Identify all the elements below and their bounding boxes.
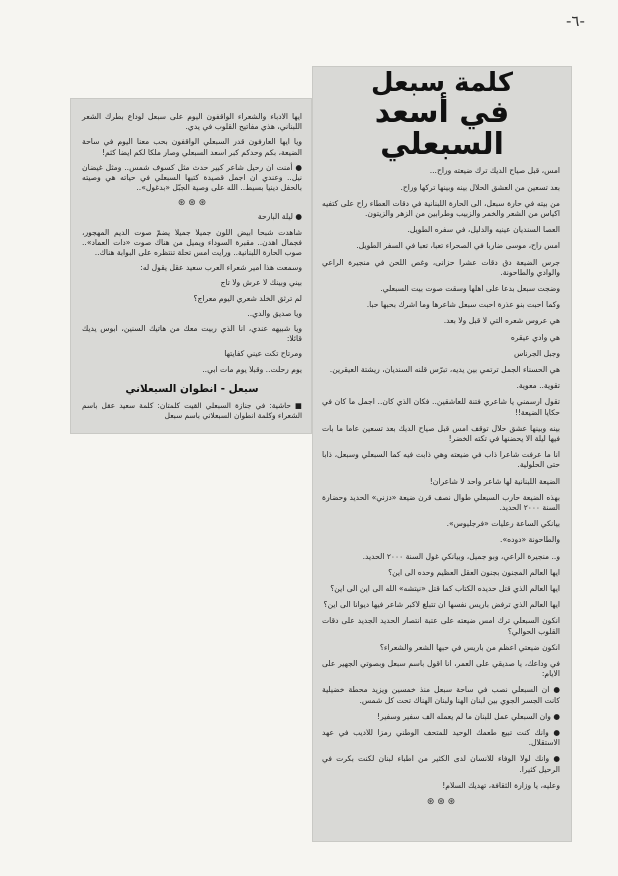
paragraph: ويا صديق والدي.. <box>247 308 302 318</box>
article-body-right <box>312 160 572 807</box>
article-side-column <box>70 98 312 434</box>
author-signature: سبعل - انطوان السبعلاني <box>125 382 259 395</box>
paragraph: وجبل الجرناس <box>513 348 560 358</box>
paragraph: ايها الادباء والشعراء الواقفون اليوم على سبعل لوداع بطرك الشعر اللبناني، هذي مفاتيح القلوب في يدي. <box>82 112 302 132</box>
paragraph: هي عروس شعره التي لا قبل ولا بعد. <box>443 316 560 326</box>
paragraph: وضجت سبعل بدعا على اهلها وسقت صوت بيت السبعلي. <box>380 283 560 293</box>
paragraph: ● وانك كنت تبيع طعمك الوحيد للمتحف الوطني رمزا للاديب في عهد الاستقلال. <box>322 728 560 748</box>
paragraph: يوم رحلت.. وقبلا يوم مات ابي.. <box>202 364 302 374</box>
page-number: -٦- <box>566 12 585 30</box>
paragraph: ● وانك لولا الوفاء للانسان لدى الكثير من اطباء لبنان لكنت بكرت في الرحيل كثيرا. <box>322 754 560 774</box>
paragraph: ويا ايها العارفون قدر السبعلي الواقفون بحب معنا اليوم في ساحة الضيعة، بكم وحدكم كبر اسعد السبعلي وصار ملكا لكم ايضا كثم! <box>82 137 302 157</box>
paragraph: وكما احبت بنو عذرة احبت سبعل شاعرها وما اشرك بحبها حبا. <box>366 300 560 310</box>
paragraph: ومرتاح تكت عيني كفايتها <box>224 349 302 359</box>
paragraph: وعليه، يا وزارة الثقافة، تهديك السلام! <box>442 780 560 790</box>
paragraph: ● وان السبعلي عمل للبنان ما لم يعمله الف سفير وسفير! <box>377 711 560 721</box>
paragraph: امس راح، موسى ضاربا في الصحراء تعبا، تعبا في السفر الطويل. <box>356 241 560 251</box>
paragraph: والطاحونة «دوده». <box>500 535 560 545</box>
paragraph: من بيته في حارة سبعل، الى الحارة اللبنانية في دقات العطاء راح على كتفيه اكياس من الشعر والخمر والزبيب وطرابين من الزهر والزيتون. <box>322 198 560 218</box>
paragraph: العصا السنديان عينيه والدليل، في سفره الطويل. <box>407 225 560 235</box>
paragraph: ويا شبيهه عندي، انا الذي ربيت معك من هاتيك السنين، ابوس يديك قائلا: <box>82 324 302 344</box>
article-main-column <box>312 66 572 842</box>
paragraph: وسمعت هذا امير شعراء العرب سعيد عقل يقول له: <box>140 263 302 273</box>
paragraph: تقول ارسمني يا شاعري فتنة للعاشقين.. فكان الذي كان.. اجمل ما كان في حكايا الضيعة!! <box>322 397 560 417</box>
paragraph: بهذه الضيعة حارب السبعلي طوال نصف قرن ضيعة «دزني» الحديد وحضارة السنة ٢٠٠٠ الحديد. <box>322 492 560 512</box>
section-divider: ⊛ ⊛ ⊛ <box>177 198 207 209</box>
paragraph: شاهدت شبحا ابيض اللون جميلا جميلا يضمّ صوت الديم المهجور، فجمال اهدن.. مقبرة السوداء ويميل من هناك صوت «دات العماد».. صوب الحارة اللبنانية.. ورايت امس تحلة تنتظره على البوابة هناك.. <box>82 227 302 258</box>
section-divider: ⊛ ⊛ ⊛ <box>426 797 456 808</box>
paragraph: انا ما عرفت شاعرا ذاب في ضيعته وهي ذابت فيه كما السبعلي وسبعل، ذابا حتى الحلولية. <box>322 450 560 470</box>
paragraph: ● ان السبعلي نصب في ساحة سبعل منذ خمسين ويزيد محطة خضيلية كانت الجسر الجوي بين لبنان الهنا ولبنان الهناك تحت كل شمس. <box>322 685 560 705</box>
headline-line-2: في أسعد السبعلي <box>374 95 510 162</box>
paragraph: ايها العالم الذي قتل حديده الكتاب كما قتل «نيتشه» الله الى اين الى اين؟ <box>330 583 560 593</box>
paragraph: هي وادي عيقره <box>510 332 560 342</box>
paragraph: امس، قبل صياح الديك ترك ضيعته وراح... <box>429 166 560 176</box>
article-body-left <box>70 98 312 421</box>
paragraph: بينه وبينها عشق حلال توقف امس قبل صياح الديك بعد تسعين عاما ما بات فيها ليلة الا يحضنها في تكته الخضر! <box>322 423 560 443</box>
paragraph: انكون السبعلي ترك امس ضيعته على عتبة انتصار الحديد الجديد على دقات القلوب الحوالي؟ <box>322 616 560 636</box>
paragraph: ايها العالم الذي ترفض باريس نفسها ان تتبلغ لاكبر شاعر فيها ديوانا الى اين؟ <box>323 600 560 610</box>
paragraph: لم ترثق الخلد شعري اليوم معراج؟ <box>193 293 302 303</box>
paragraph: هي الحسناء الجمل ترتمي بين يديه، تبرّس قلنه السنديان، ريشتة العيقرين. <box>329 364 560 374</box>
paragraph: ● ليلة البارحة <box>257 212 302 222</box>
paragraph: بيانكي الساعة رعليات «فرجليوس». <box>446 519 560 529</box>
paragraph: انكون ضيعتي اعظم من باريس في حبها الشعر والشعراء؟ <box>379 642 560 652</box>
paragraph: بيني وبينك لا عرش ولا تاج <box>220 278 302 288</box>
paragraph: جرس الضيعة دق دقات عشرا حزانى، وغص اللحن في منجيرة الراعي والوادي والطاحونة. <box>322 257 560 277</box>
paragraph: ايها العالم المجنون بجنون العقل العظيم وحده الى اين؟ <box>388 567 560 577</box>
headline-line-1: كلمة سبعل <box>370 68 514 98</box>
paragraph: الضيعة اللبنانية لها شاعر واحد لا شاعران! <box>429 476 560 486</box>
paragraph: بعد تسعين من العشق الحلال بينه وبينها تركها وراح. <box>400 182 560 192</box>
paragraph: تقوية.. معوية. <box>516 381 560 391</box>
paragraph: و.. منجيرة الراعي، وبو جميل، وبيانكي غول السنة ٢٠٠٠ الحديد. <box>362 551 560 561</box>
paragraph: في وداعك، يا صديقي على العمر، انا اقول باسم سبعل وبصوتي الجهير على الايام: <box>322 659 560 679</box>
article-headline <box>312 70 572 160</box>
paragraph: ● أمنت ان رحيل شاعر كبير حدث مثل كسوف شمس.. ومثل غيضان نيل.. وعندي ان اجمل قصيدة كتبها السبعلي في حياته هي وصيته بالحفل دينيا بسيط.. الله على وصية الجبّل «بدغول».. <box>82 162 302 193</box>
footnote: ■ حاشية: في جنازة السبعلي القيت كلمتان: كلمة سعيد عقل باسم الشعراء وكلمة انطوان السبعلاني باسم سبعل <box>82 400 302 420</box>
